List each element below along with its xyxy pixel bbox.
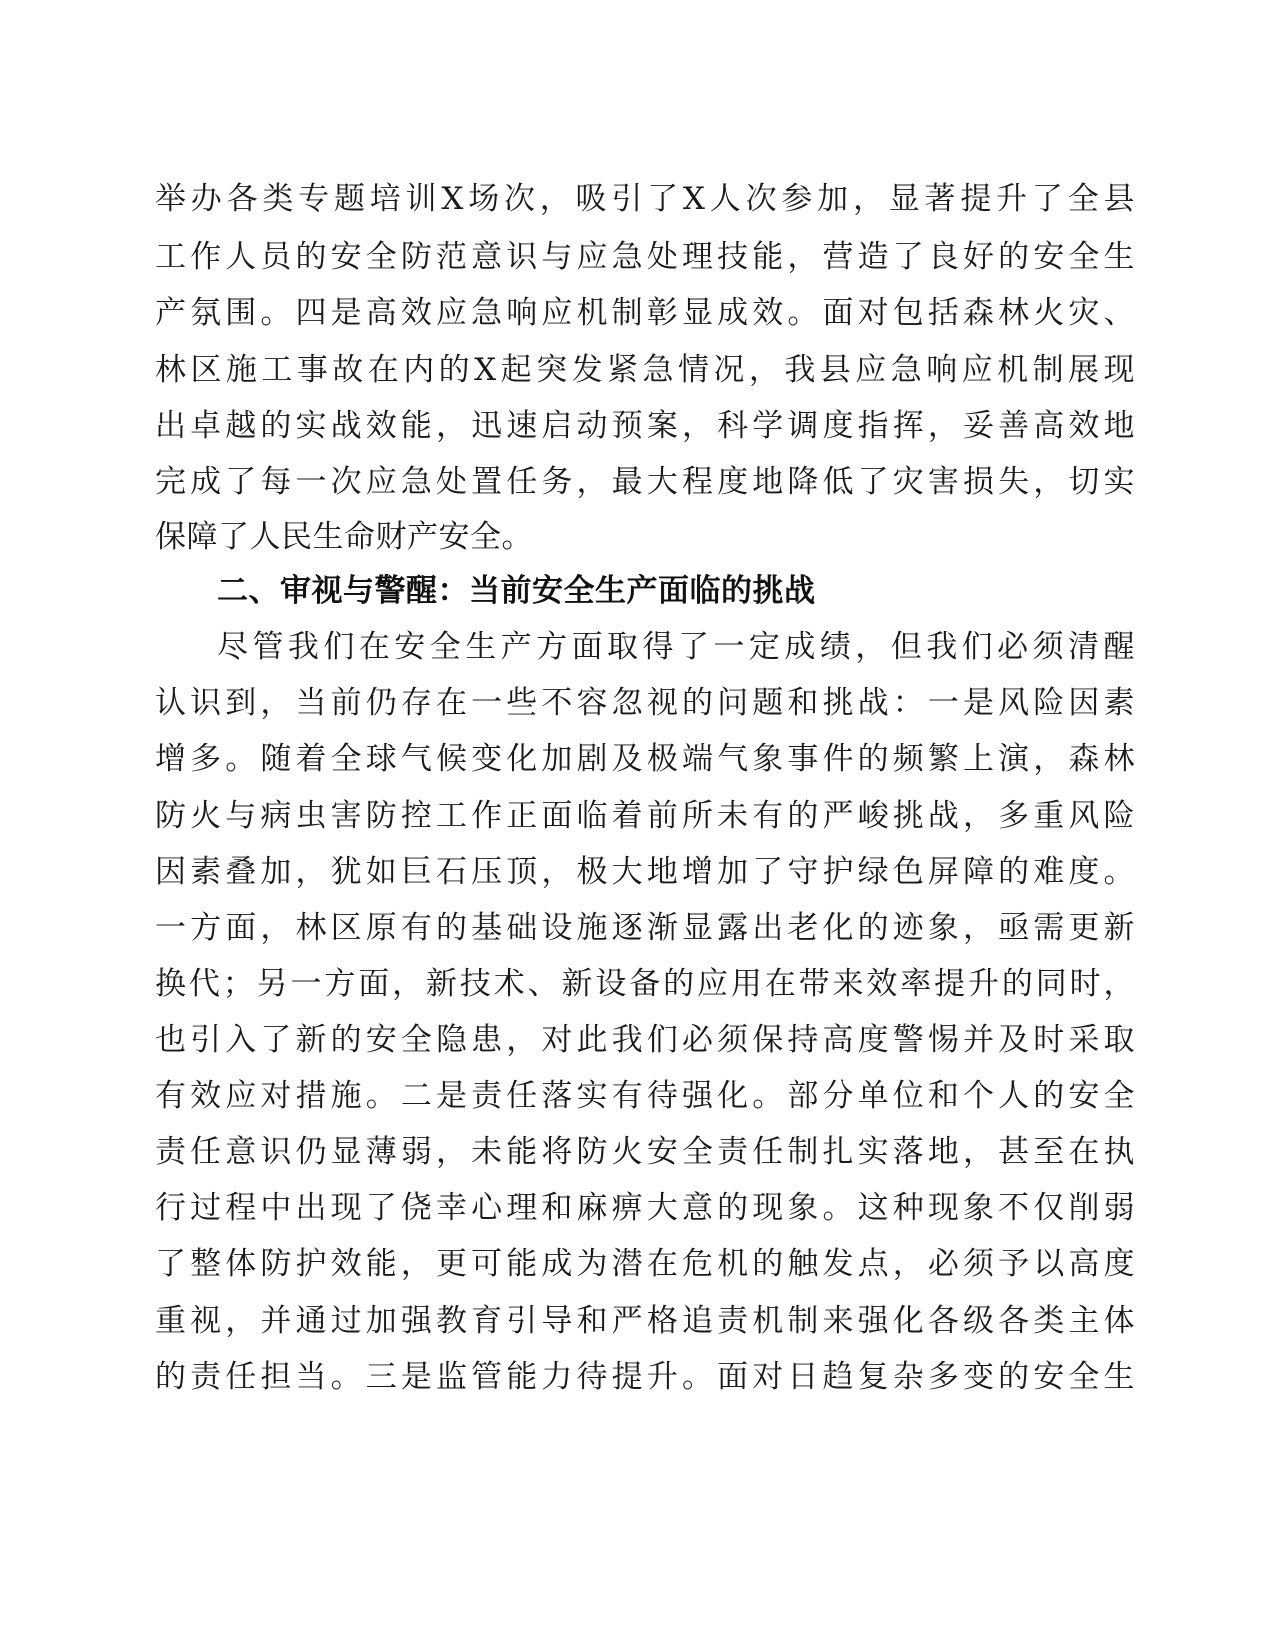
body-text-line: 行过程中出现了侥幸心理和麻痹大意的现象。这种现象不仅削弱 xyxy=(155,1190,1135,1226)
paragraph-first-line: 尽管我们在安全生产方面取得了一定成绩，但我们必须清醒 xyxy=(217,629,1135,665)
body-text-line: 增多。随着全球气候变化加剧及极端气象事件的频繁上演，森林 xyxy=(155,741,1135,777)
body-text-line: 责任意识仍显薄弱，未能将防火安全责任制扎实落地，甚至在执 xyxy=(155,1134,1135,1170)
body-text-line: 产氛围。四是高效应急响应机制彰显成效。面对包括森林火灾、 xyxy=(155,295,1135,331)
body-text-line: 举办各类专题培训X场次，吸引了X人次参加，显著提升了全县 xyxy=(155,181,1135,217)
body-text-line: 的责任担当。三是监管能力待提升。面对日趋复杂多变的安全生 xyxy=(155,1359,1135,1395)
body-text-line: 认识到，当前仍存在一些不容忽视的问题和挑战：一是风险因素 xyxy=(155,685,1135,721)
body-text-line: 出卓越的实战效能，迅速启动预案，科学调度指挥，妥善高效地 xyxy=(155,408,1135,444)
body-text-line: 防火与病虫害防控工作正面临着前所未有的严峻挑战，多重风险 xyxy=(155,798,1135,834)
body-text-line: 也引入了新的安全隐患，对此我们必须保持高度警惕并及时采取 xyxy=(155,1022,1135,1058)
body-text-line: 完成了每一次应急处置任务，最大程度地降低了灾害损失，切实 xyxy=(155,464,1135,500)
body-text-line: 林区施工事故在内的X起突发紧急情况，我县应急响应机制展现 xyxy=(155,352,1135,388)
body-text-line: 有效应对措施。二是责任落实有待强化。部分单位和个人的安全 xyxy=(155,1078,1135,1114)
section-heading: 二、审视与警醒：当前安全生产面临的挑战 xyxy=(217,573,816,609)
body-text-line: 一方面，林区原有的基础设施逐渐显露出老化的迹象，亟需更新 xyxy=(155,910,1135,946)
body-text-line: 换代；另一方面，新技术、新设备的应用在带来效率提升的同时， xyxy=(155,966,1135,1002)
body-text-line: 因素叠加，犹如巨石压顶，极大地增加了守护绿色屏障的难度。 xyxy=(155,854,1135,890)
body-text-line: 了整体防护效能，更可能成为潜在危机的触发点，必须予以高度 xyxy=(155,1246,1135,1282)
body-text-line: 保障了人民生命财产安全。 xyxy=(155,519,533,555)
body-text-line: 重视，并通过加强教育引导和严格追责机制来强化各级各类主体 xyxy=(155,1303,1135,1339)
body-text-line: 工作人员的安全防范意识与应急处理技能，营造了良好的安全生 xyxy=(155,239,1135,275)
